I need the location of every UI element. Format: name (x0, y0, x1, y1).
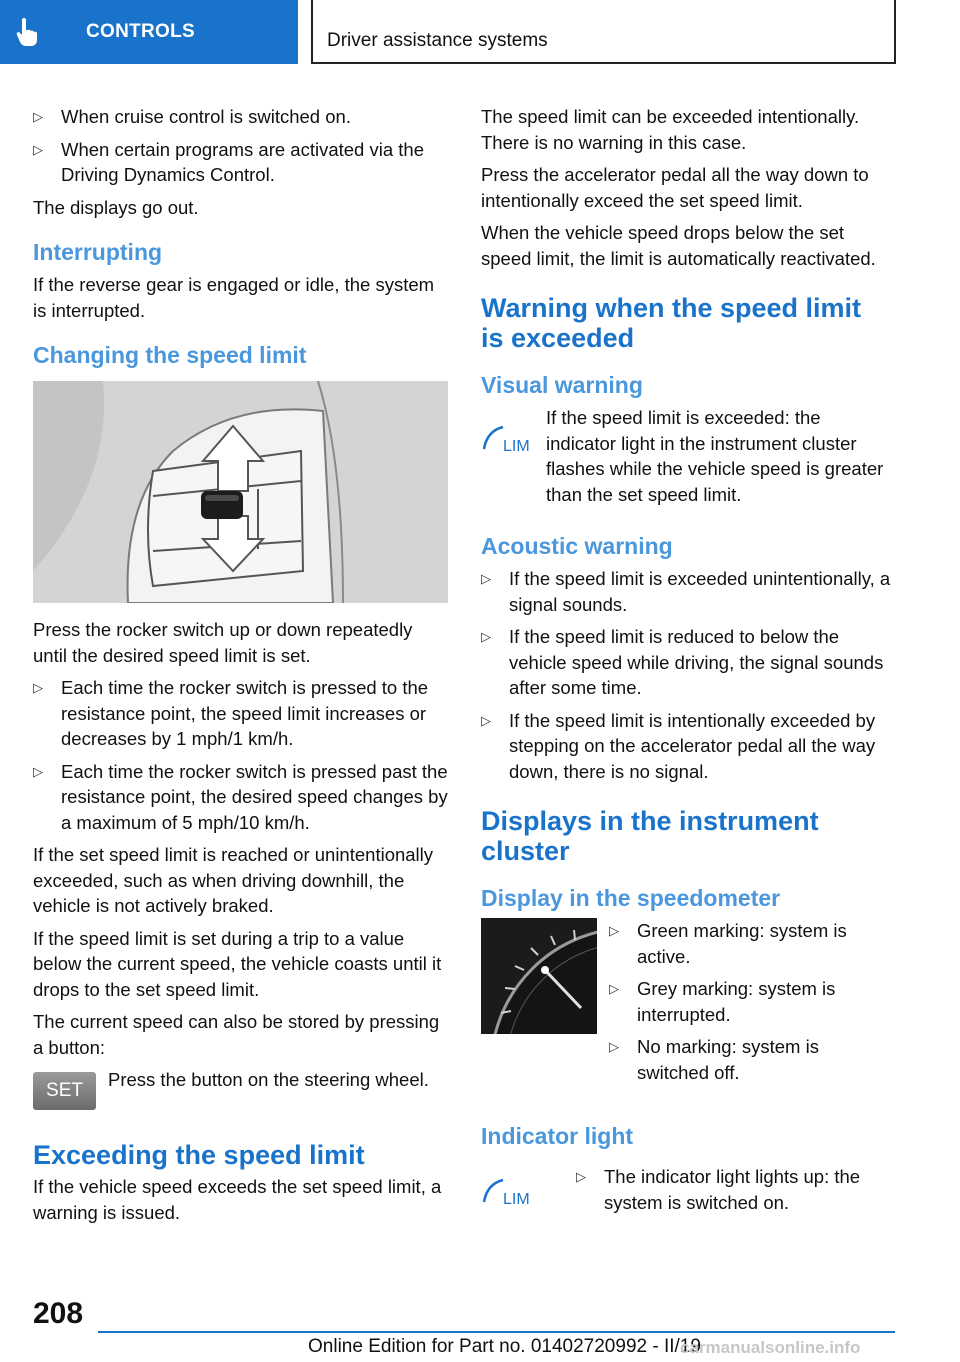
heading-warning: Warning when the speed limit is exceeded (481, 293, 862, 353)
bullet-list-acoustic (481, 566, 891, 784)
paragraph: Press the accelerator pedal all the way down to intentionally exceed the set speed limit. (481, 164, 869, 211)
footer-divider (98, 1331, 895, 1333)
paragraph: Press the rocker switch up or down repeatedly until the desired speed limit is set. (33, 619, 413, 666)
list-item: ▷ The indicator light lights up: the system is switched on. (576, 1164, 891, 1215)
page-number: 208 (33, 1297, 84, 1330)
chapter-title: Driver assistance systems (327, 30, 548, 51)
right-column (481, 104, 891, 1222)
bullet-list-top (33, 104, 448, 188)
paragraph: If the vehicle speed exceeds the set speed limit, a warning is issued. (33, 1176, 442, 1223)
lim-label: LIM (503, 1191, 530, 1208)
list-item: ▷ Each time the rocker switch is pressed to the resistance point, the speed limit increases or decreases by 1 mph/1 km/h. (33, 675, 448, 752)
list-item: ▷ If the speed limit is exceeded unintentionally, a signal sounds. (481, 566, 891, 617)
set-button-icon: SET (33, 1072, 96, 1110)
heading-speedometer: Display in the speedometer (481, 885, 781, 911)
list-item: ▷ Each time the rocker switch is pressed past the resistance point, the desired speed changes by a maximum of 5 mph/10 km/h. (33, 759, 448, 836)
edition-text: Online Edition for Part no. 01402720992 - II/19 (308, 1336, 701, 1357)
visual-warning-row (481, 405, 891, 514)
left-column (33, 104, 448, 1232)
heading-exceeding: Exceeding the speed limit (33, 1140, 365, 1170)
heading-indicator-light: Indicator light (481, 1123, 634, 1149)
lim-label: LIM (503, 438, 530, 455)
paragraph: The current speed can also be stored by pressing a button: (33, 1011, 440, 1058)
set-button-row (33, 1067, 448, 1110)
heading-interrupting: Interrupting (33, 239, 163, 265)
paragraph: If the reverse gear is engaged or idle, the system is interrupted. (33, 274, 435, 321)
speed-limiter-icon (481, 1174, 536, 1210)
heading-displays: Displays in the instrument cluster (481, 806, 819, 866)
speed-limiter-icon (481, 421, 536, 457)
speedometer-image (481, 918, 597, 1034)
heading-acoustic-warning: Acoustic warning (481, 533, 673, 559)
paragraph: If the set speed limit is reached or unintentionally exceeded, such as when driving downhill, the vehicle is not actively braked. (33, 844, 434, 916)
bullet-list-indicator (576, 1164, 891, 1222)
steering-wheel-rocker-switch-image (33, 381, 448, 603)
paragraph: If the speed limit is exceeded: the indicator light in the instrument cluster flashes while the vehicle speed is greater than the set speed limit. (546, 407, 884, 505)
section-tab (0, 0, 298, 64)
hand-pointer-icon (0, 0, 56, 64)
indicator-row (481, 1156, 891, 1222)
paragraph: The speed limit can be exceeded intentionally. There is no warning in this case. (481, 106, 860, 153)
list-item: ▷ No marking: system is switched off. (609, 1034, 891, 1085)
watermark: carmanualsonline.info (680, 1338, 861, 1357)
section-label: CONTROLS (86, 21, 196, 42)
chapter-title-box (311, 0, 896, 64)
list-item: ▷ If the speed limit is reduced to below the vehicle speed while driving, the signal sounds after some time. (481, 624, 891, 701)
heading-changing-speed-limit: Changing the speed limit (33, 342, 307, 368)
list-item: ▷ When cruise control is switched on. (33, 104, 448, 130)
list-item: ▷ When certain programs are activated via the Driving Dynamics Control. (33, 137, 448, 188)
paragraph: Press the button on the steering wheel. (108, 1069, 429, 1090)
list-item: ▷ Grey marking: system is interrupted. (609, 976, 891, 1027)
heading-visual-warning: Visual warning (481, 372, 643, 398)
bullet-list-rocker (33, 675, 448, 835)
list-item: ▷ If the speed limit is intentionally exceeded by stepping on the accelerator pedal all the way down, there is no signal. (481, 708, 891, 785)
paragraph: If the speed limit is set during a trip to a value below the current speed, the vehicle coasts until it drops to the set speed limit. (33, 927, 442, 1000)
list-item: ▷ Green marking: system is active. (609, 918, 891, 969)
bullet-list-speedometer (609, 918, 891, 1092)
speedometer-row (481, 918, 891, 1092)
paragraph: When the vehicle speed drops below the set speed limit, the limit is automatically reactivated. (481, 222, 876, 269)
paragraph: The displays go out. (33, 196, 199, 218)
